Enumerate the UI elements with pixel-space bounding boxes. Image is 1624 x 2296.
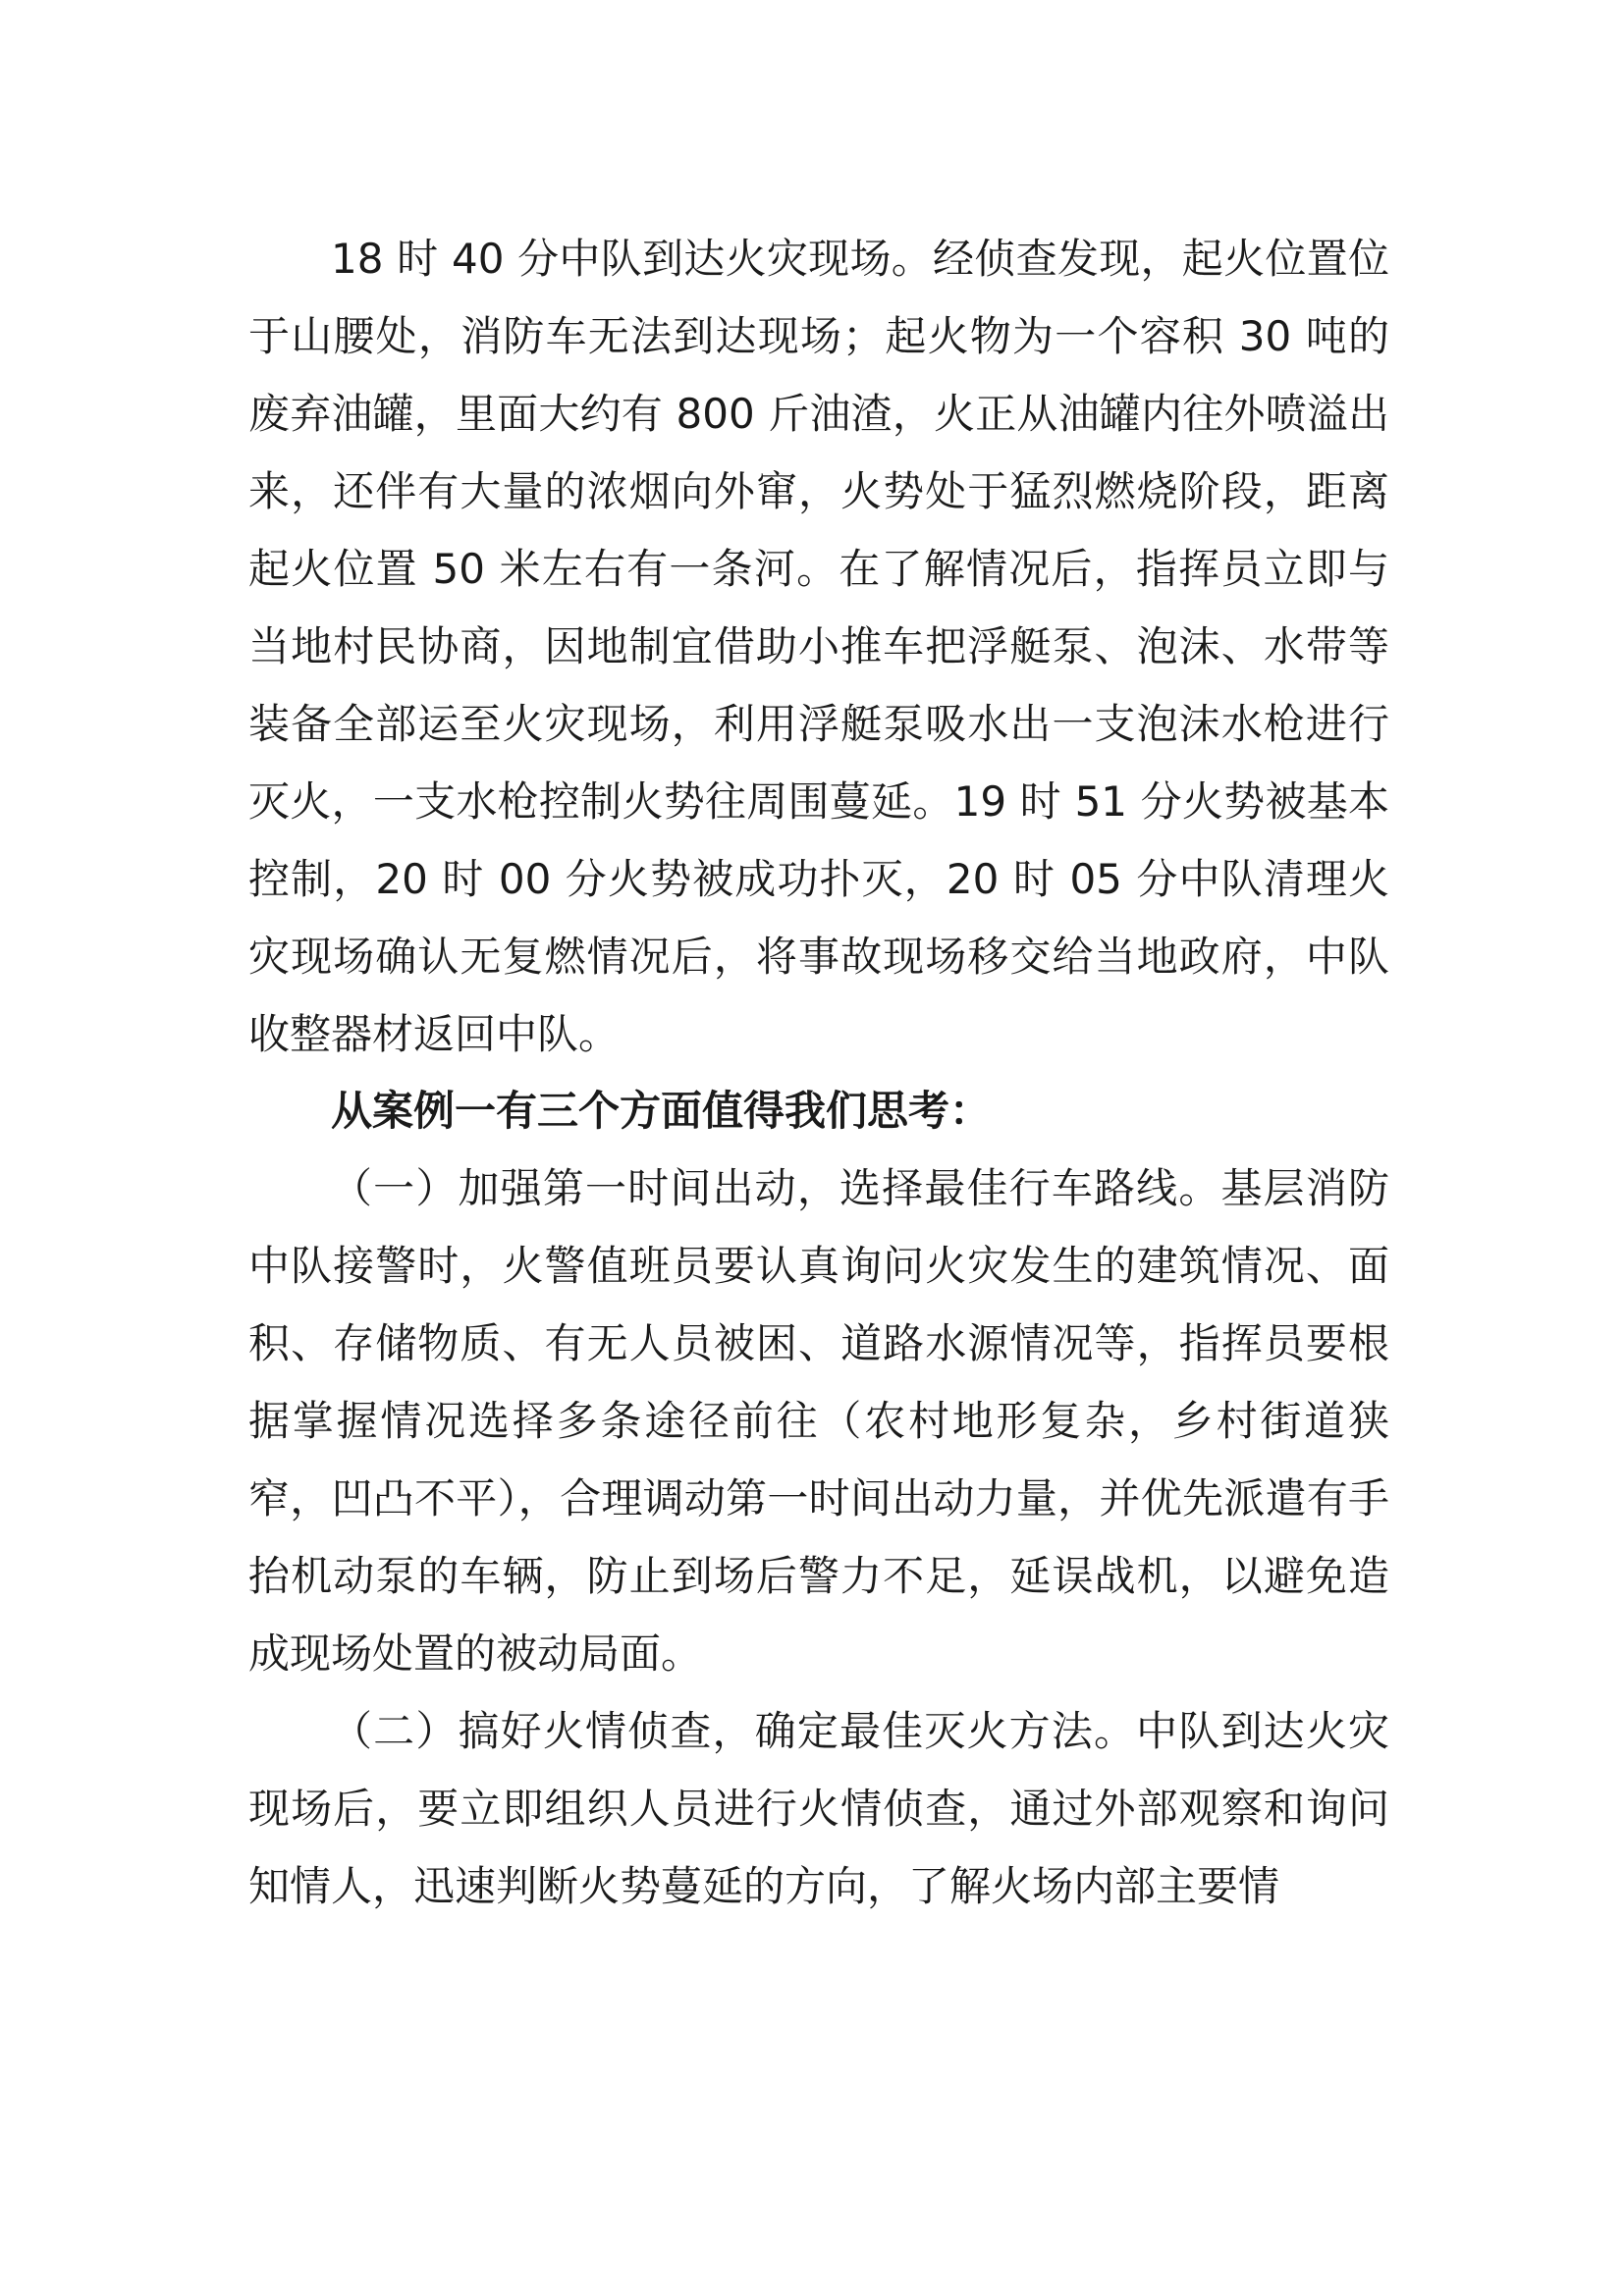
- document-page: [248, 221, 1389, 1926]
- paragraph-point-two: （二）搞好火情侦查，确定最佳灭火方法。中队到达火灾现场后，要立即组织人员进行火情侦查，通过外部观察和询问知情人，迅速判断火势蔓延的方向，了解火场内部主要情: [248, 1707, 1389, 1911]
- paragraph-fire-arrival: 18 时 40 分中队到达火灾现场。经侦查发现，起火位置位于山腰处，消防车无法到达现场；起火物为一个容积 30 吨的废弃油罐，里面大约有 800 斤油渣，火正从油罐内往外喷溢出来，还伴有大量的浓烟向外窜，火势处于猛烈燃烧阶段，距离起火位置 50 米左右有一条河。在了解情况后，指挥员立即与当地村民协商，因地制宜借助小推车把浮艇泵、泡沫、水带等装备全部运至火灾现场，利用浮艇泵吸水出一支泡沫水枪进行灭火，一支水枪控制火势往周围蔓延。19 时 51 分火势被基本控制，20 时 00 分火势被成功扑灭，20 时 05 分中队清理火灾现场确认无复燃情况后，将事故现场移交给当地政府，中队收整器材返回中队。: [248, 235, 1389, 1058]
- section-heading-reflections: 从案例一有三个方面值得我们思考：: [331, 1087, 992, 1136]
- paragraph-point-one: （一）加强第一时间出动，选择最佳行车路线。基层消防中队接警时，火警值班员要认真询问火灾发生的建筑情况、面积、存储物质、有无人员被困、道路水源情况等，指挥员要根据掌握情况选择多条途径前往（农村地形复杂，乡村街道狭窄，凹凸不平），合理调动第一时间出动力量，并优先派遣有手抬机动泵的车辆，防止到场后警力不足，延误战机，以避免造成现场处置的被动局面。: [248, 1164, 1389, 1679]
